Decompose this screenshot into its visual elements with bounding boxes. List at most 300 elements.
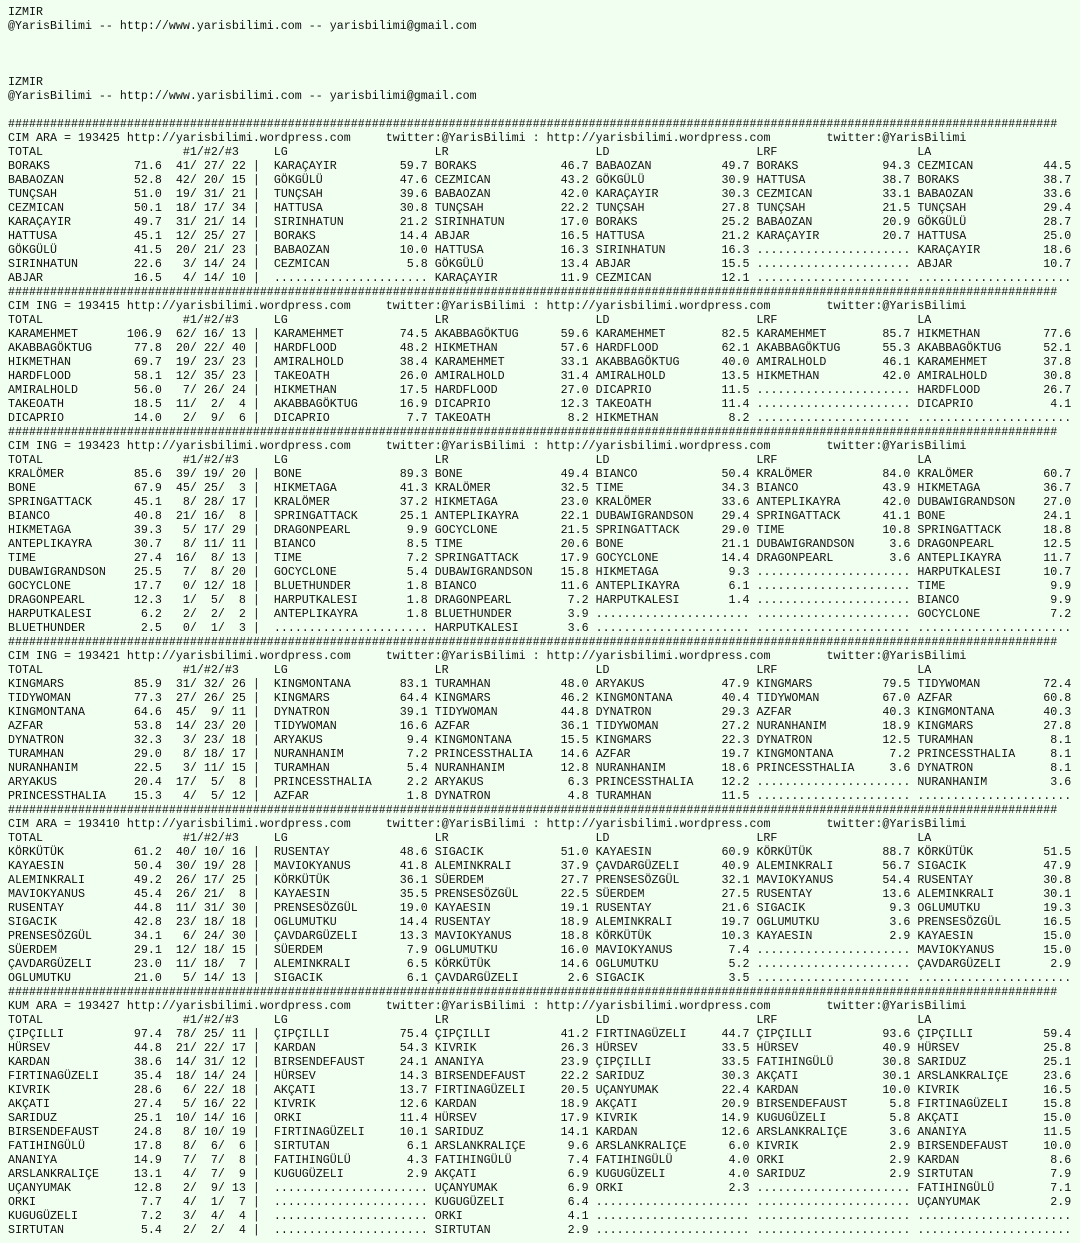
lg-score: 9.9 [406, 523, 428, 537]
la-score: 25.1 [1043, 1055, 1072, 1069]
lr-name: AKÇATI [434, 1167, 477, 1181]
slash: / [189, 579, 197, 593]
slash: / [189, 355, 197, 369]
second-count: 19 [203, 859, 218, 873]
lrf-empty: ...................... [756, 1223, 911, 1237]
slash: / [189, 1223, 197, 1237]
table-row [8, 887, 1080, 901]
second-count: 22 [203, 1041, 218, 1055]
horse-name: ANTEPLIKAYRA [8, 537, 92, 551]
ld-empty: ...................... [595, 1223, 750, 1237]
lr-name: AKABBAGÖKTUG [434, 327, 519, 341]
lrf-name: KUGUGÜZELI [756, 1111, 827, 1125]
third-count: 6 [238, 1139, 246, 1153]
total-score: 35.4 [133, 1069, 162, 1083]
la-name: PRENSESÖZGÜL [917, 915, 1002, 929]
horse-name: SÜERDEM [8, 943, 57, 957]
slash: / [217, 1181, 225, 1195]
slash: / [189, 173, 197, 187]
lrf-score: 5.8 [889, 1097, 911, 1111]
lrf-score: 12.5 [882, 733, 911, 747]
slash: / [217, 859, 225, 873]
third-count: 15 [231, 943, 246, 957]
lg-name: SÜERDEM [273, 943, 323, 957]
table-row [8, 383, 1080, 397]
first-count: 19 [175, 187, 190, 201]
lg-score: 24.1 [399, 1055, 428, 1069]
lrf-score: 2.9 [889, 929, 911, 943]
lr-score: 23.0 [560, 495, 589, 509]
twitter-handle: twitter:@YarisBilimi [385, 299, 526, 313]
la-name: KRALÖMER [917, 467, 974, 481]
table-row [8, 397, 1080, 411]
column-divider: | [252, 201, 260, 215]
second-count: 7 [210, 1167, 218, 1181]
lr-name: KÖRKÜTÜK [434, 957, 491, 971]
lg-score: 6.1 [406, 971, 428, 985]
lr-score: 18.8 [560, 929, 589, 943]
lr-name: KARAMEHMET [434, 355, 505, 369]
table-row [8, 901, 1080, 915]
la-score: 3.6 [1050, 775, 1072, 789]
slash: / [189, 873, 197, 887]
la-name: NURANHANIM [917, 775, 988, 789]
ld-name: BIANCO [595, 467, 638, 481]
column-divider: | [252, 243, 260, 257]
lg-score: 13.3 [399, 929, 428, 943]
column-divider: | [252, 1195, 260, 1209]
column-divider: | [252, 327, 260, 341]
ld-score: 16.3 [721, 243, 750, 257]
blank-line [8, 33, 1080, 47]
la-score: 47.9 [1043, 859, 1072, 873]
slash: / [217, 327, 225, 341]
horse-name: HÜRSEV [8, 1041, 50, 1055]
first-count: 18 [175, 1069, 190, 1083]
table-row [8, 677, 1080, 691]
lr-score: 42.0 [560, 187, 589, 201]
race-title: CIM ING = 193423 [8, 439, 120, 453]
ld-score: 22.4 [721, 1083, 750, 1097]
horse-name: KRALÖMER [8, 467, 64, 481]
la-score: 4.1 [1050, 397, 1072, 411]
table-row [8, 327, 1080, 341]
first-count: 7 [182, 565, 190, 579]
ld-score: 8.2 [728, 411, 750, 425]
lg-name: BORAKS [273, 229, 316, 243]
horse-name: KARAÇAYIR [8, 215, 71, 229]
horse-name: MAVIOKYANUS [8, 887, 85, 901]
slash: / [217, 271, 225, 285]
total-score: 22.5 [133, 761, 162, 775]
la-name: KARDAN [917, 1153, 960, 1167]
third-count: 11 [231, 705, 246, 719]
header-ld: LD [595, 1013, 610, 1027]
ld-score: 20.9 [721, 1097, 750, 1111]
table-row [8, 775, 1080, 789]
second-count: 21 [203, 887, 218, 901]
ld-score: 34.3 [721, 481, 750, 495]
lr-score: 17.0 [560, 215, 589, 229]
lr-score: 17.9 [560, 551, 589, 565]
lg-name: KINGMONTANA [273, 677, 351, 691]
la-score: 18.8 [1043, 523, 1072, 537]
horse-name: BIANCO [8, 509, 50, 523]
ld-name: KIVRIK [595, 1111, 638, 1125]
slash: / [189, 775, 197, 789]
third-count: 17 [231, 495, 246, 509]
ld-name: HARPUTKALESI [595, 593, 680, 607]
horse-name: RUSENTAY [8, 901, 64, 915]
lg-score: 5.4 [406, 565, 428, 579]
lrf-score: 67.0 [882, 691, 911, 705]
lrf-name: TUNÇSAH [756, 201, 806, 215]
horse-name: KARDAN [8, 1055, 50, 1069]
lrf-score: 56.7 [882, 859, 911, 873]
third-count: 40 [231, 341, 246, 355]
la-name: AKÇATI [917, 1111, 960, 1125]
third-count: 11 [231, 537, 246, 551]
lrf-score: 93.6 [882, 1027, 911, 1041]
ld-name: DYNATRON [595, 705, 652, 719]
lr-score: 20.6 [560, 537, 589, 551]
slash: / [189, 383, 197, 397]
total-score: 53.8 [133, 719, 162, 733]
column-divider: | [252, 1209, 260, 1223]
table-row [8, 733, 1080, 747]
race-title: CIM ARA = 193425 [8, 131, 120, 145]
lr-score: 16.5 [560, 229, 589, 243]
separator-line [8, 635, 1080, 649]
ld-score: 27.8 [721, 201, 750, 215]
lrf-score: 18.9 [882, 719, 911, 733]
header-positions: #1/#2/#3 [182, 663, 239, 677]
lr-score: 22.2 [560, 201, 589, 215]
lg-name: SIRTUTAN [273, 1139, 330, 1153]
slash: / [189, 1027, 197, 1041]
first-count: 40 [175, 845, 190, 859]
lr-name: SIRTUTAN [434, 1223, 491, 1237]
slash: / [217, 159, 225, 173]
lr-name: TUNÇSAH [434, 201, 484, 215]
la-empty: ...................... [917, 1223, 1072, 1237]
slash: / [189, 537, 197, 551]
horse-name: TUNÇSAH [8, 187, 57, 201]
la-score: 33.6 [1043, 187, 1072, 201]
ld-name: AKABBAGÖKTUG [595, 355, 680, 369]
ld-name: SÜERDEM [595, 887, 645, 901]
lr-name: KARAÇAYIR [434, 271, 498, 285]
horse-name: KINGMONTANA [8, 705, 85, 719]
third-count: 6 [238, 411, 246, 425]
header-ld: LD [595, 831, 610, 845]
la-score: 7.1 [1050, 1181, 1072, 1195]
la-name: AKABBAGÖKTUG [917, 341, 1002, 355]
header-lr: LR [434, 145, 449, 159]
lg-score: 14.3 [399, 1069, 428, 1083]
first-count: 5 [182, 1097, 190, 1111]
horse-name: HARDFLOOD [8, 369, 71, 383]
la-score: 77.6 [1043, 327, 1072, 341]
slash: / [189, 1055, 197, 1069]
colon: : [532, 439, 540, 453]
lr-score: 46.2 [560, 691, 589, 705]
slash: / [217, 873, 225, 887]
la-name: DUBAWIGRANDSON [917, 495, 1016, 509]
column-divider: | [252, 467, 260, 481]
lg-name: GÖKGÜLÜ [273, 173, 323, 187]
horse-name: SIRINHATUN [8, 257, 78, 271]
lrf-name: KARDAN [756, 1083, 799, 1097]
lr-name: ÇIPÇILLI [434, 1027, 491, 1041]
contact-line [8, 89, 1080, 103]
first-count: 18 [175, 201, 190, 215]
second-count: 16 [203, 509, 218, 523]
la-score: 8.1 [1050, 761, 1072, 775]
ld-name: BONE [595, 537, 624, 551]
table-row [8, 971, 1080, 985]
table-row [8, 173, 1080, 187]
lg-name: KARAÇAYIR [273, 159, 337, 173]
third-count: 17 [231, 1041, 246, 1055]
ld-name: PRINCESSTHALIA [595, 775, 694, 789]
ld-score: 82.5 [721, 327, 750, 341]
lrf-score: 9.3 [889, 901, 911, 915]
ld-name: GOCYCLONE [595, 551, 659, 565]
header-ld: LD [595, 313, 610, 327]
lr-name: SPRINGATTACK [434, 551, 519, 565]
slash: / [217, 733, 225, 747]
third-count: 24 [231, 257, 246, 271]
second-count: 10 [203, 1125, 218, 1139]
la-name: SIRTUTAN [917, 1167, 974, 1181]
horse-name: ORKI [8, 1195, 36, 1209]
ld-score: 12.2 [721, 775, 750, 789]
table-row [8, 257, 1080, 271]
ld-score: 19.7 [721, 747, 750, 761]
twitter-handle: twitter:@YarisBilimi [385, 131, 526, 145]
slash: / [217, 215, 225, 229]
lrf-name: KINGMONTANA [756, 747, 834, 761]
lg-score: 19.0 [399, 901, 428, 915]
lr-score: 22.2 [560, 1069, 589, 1083]
horse-name: TIME [8, 551, 36, 565]
ld-name: MAVIOKYANUS [595, 943, 673, 957]
lg-empty: ...................... [273, 1181, 428, 1195]
separator: ###################################################################################################################################################### [8, 985, 1058, 999]
la-score: 8.1 [1050, 747, 1072, 761]
first-count: 19 [175, 355, 190, 369]
column-divider: | [252, 607, 260, 621]
ld-name: ORKI [595, 1181, 624, 1195]
race-header [8, 649, 1080, 663]
lrf-name: KAYAESIN [756, 929, 813, 943]
la-name: DYNATRON [917, 761, 974, 775]
lrf-empty: ...................... [756, 411, 911, 425]
slash: / [189, 901, 197, 915]
column-headers [8, 831, 1080, 845]
lg-name: KARAMEHMET [273, 327, 344, 341]
horse-name: HIKMETAGA [8, 523, 71, 537]
lr-score: 13.4 [560, 257, 589, 271]
blank-line [8, 103, 1080, 117]
la-name: OGLUMUTKU [917, 901, 981, 915]
la-score: 11.5 [1043, 1125, 1072, 1139]
la-name: DICAPRIO [917, 397, 974, 411]
ld-score: 33.6 [721, 495, 750, 509]
third-count: 21 [231, 187, 246, 201]
lrf-name: PRINCESSTHALIA [756, 761, 855, 775]
first-count: 3 [182, 733, 190, 747]
header-lr: LR [434, 453, 449, 467]
lr-score: 6.3 [567, 775, 589, 789]
third-count: 28 [231, 859, 246, 873]
la-score: 15.0 [1043, 943, 1072, 957]
ld-score: 11.5 [721, 383, 750, 397]
la-name: CEZMICAN [917, 159, 974, 173]
column-divider: | [252, 1153, 260, 1167]
total-score: 77.3 [133, 691, 162, 705]
lrf-empty: ...................... [756, 593, 911, 607]
ld-name: SPRINGATTACK [595, 523, 680, 537]
column-divider: | [252, 887, 260, 901]
ld-name: ARYAKUS [595, 677, 645, 691]
la-name: HIKMETAGA [917, 481, 981, 495]
slash: / [217, 173, 225, 187]
horse-name: KARAMEHMET [8, 327, 78, 341]
race-title: KUM ARA = 193427 [8, 999, 120, 1013]
lrf-empty: ...................... [756, 621, 911, 635]
slash: / [217, 383, 225, 397]
slash: / [217, 607, 225, 621]
la-score: 9.9 [1050, 579, 1072, 593]
total-score: 85.6 [133, 467, 162, 481]
column-divider: | [252, 873, 260, 887]
lg-score: 39.6 [399, 187, 428, 201]
slash: / [217, 1167, 225, 1181]
lrf-score: 41.1 [882, 509, 911, 523]
la-score: 27.0 [1043, 495, 1072, 509]
table-row [8, 537, 1080, 551]
la-score: 16.5 [1043, 1083, 1072, 1097]
lrf-name: RUSENTAY [756, 887, 813, 901]
horse-name: TAKEOATH [8, 397, 64, 411]
lr-score: 9.6 [567, 1139, 589, 1153]
slash: / [189, 957, 197, 971]
slash: / [217, 481, 225, 495]
lr-name: CEZMICAN [434, 173, 491, 187]
third-count: 26 [231, 677, 246, 691]
table-row [8, 607, 1080, 621]
column-divider: | [252, 915, 260, 929]
twitter-handle: twitter:@YarisBilimi [385, 999, 526, 1013]
slash: / [217, 1139, 225, 1153]
horse-name: BONE [8, 481, 36, 495]
column-divider: | [252, 537, 260, 551]
first-count: 6 [182, 1083, 190, 1097]
header-lr: LR [434, 1013, 449, 1027]
lr-score: 6.9 [567, 1181, 589, 1195]
total-score: 18.5 [133, 397, 162, 411]
header-lrf: LRF [756, 663, 778, 677]
third-count: 15 [231, 761, 246, 775]
ld-score: 29.4 [721, 509, 750, 523]
total-score: 58.1 [133, 369, 162, 383]
la-name: ÇAVDARGÜZELI [917, 957, 1002, 971]
lr-name: ANTEPLIKAYRA [434, 509, 519, 523]
total-score: 16.5 [133, 271, 162, 285]
column-divider: | [252, 1083, 260, 1097]
ld-score: 12.1 [721, 271, 750, 285]
total-score: 7.2 [140, 1209, 162, 1223]
lg-name: TIME [273, 551, 302, 565]
header-la: LA [917, 663, 932, 677]
slash: / [217, 257, 225, 271]
ld-score: 60.9 [721, 845, 750, 859]
lr-name: SÜERDEM [434, 873, 484, 887]
city-title [8, 75, 1080, 89]
la-name: GOCYCLONE [917, 607, 981, 621]
first-count: 8 [182, 1139, 190, 1153]
lg-score: 48.6 [399, 845, 428, 859]
second-count: 14 [203, 1111, 218, 1125]
slash: / [189, 1153, 197, 1167]
la-name: TUNÇSAH [917, 201, 967, 215]
lr-score: 14.6 [560, 747, 589, 761]
column-divider: | [252, 1167, 260, 1181]
table-row [8, 1167, 1080, 1181]
total-score: 20.4 [133, 775, 162, 789]
lr-name: ARYAKUS [434, 775, 484, 789]
slash: / [217, 1083, 225, 1097]
lg-name: DRAGONPEARL [273, 523, 351, 537]
first-count: 31 [175, 677, 190, 691]
second-count: 14 [203, 257, 218, 271]
la-empty: ...................... [917, 1209, 1072, 1223]
ld-score: 1.4 [728, 593, 750, 607]
first-count: 26 [175, 887, 190, 901]
lrf-score: 54.4 [882, 873, 911, 887]
lr-score: 27.0 [560, 383, 589, 397]
total-score: 45.4 [133, 887, 162, 901]
lr-name: BLUETHUNDER [434, 607, 512, 621]
table-row [8, 481, 1080, 495]
twitter-handle: twitter:@YarisBilimi [385, 439, 526, 453]
lg-name: ANTEPLIKAYRA [273, 607, 358, 621]
la-empty: ...................... [917, 971, 1072, 985]
lg-name: CEZMICAN [273, 257, 330, 271]
first-count: 12 [175, 229, 190, 243]
total-score: 25.1 [133, 1111, 162, 1125]
second-count: 2 [210, 397, 218, 411]
lg-name: NURANHANIM [273, 747, 344, 761]
lr-name: BIANCO [434, 579, 477, 593]
table-row [8, 341, 1080, 355]
lr-name: PRENSESÖZGÜL [434, 887, 519, 901]
lr-score: 8.2 [567, 411, 589, 425]
lg-empty: ...................... [273, 621, 428, 635]
lrf-name: OGLUMUTKU [756, 915, 820, 929]
second-count: 12 [203, 579, 218, 593]
horse-name: HIKMETHAN [8, 355, 71, 369]
ld-score: 62.1 [721, 341, 750, 355]
slash: / [217, 397, 225, 411]
header-lrf: LRF [756, 145, 778, 159]
lr-score: 19.1 [560, 901, 589, 915]
header-lr: LR [434, 831, 449, 845]
lg-score: 9.4 [406, 733, 428, 747]
header-positions: #1/#2/#3 [182, 1013, 239, 1027]
